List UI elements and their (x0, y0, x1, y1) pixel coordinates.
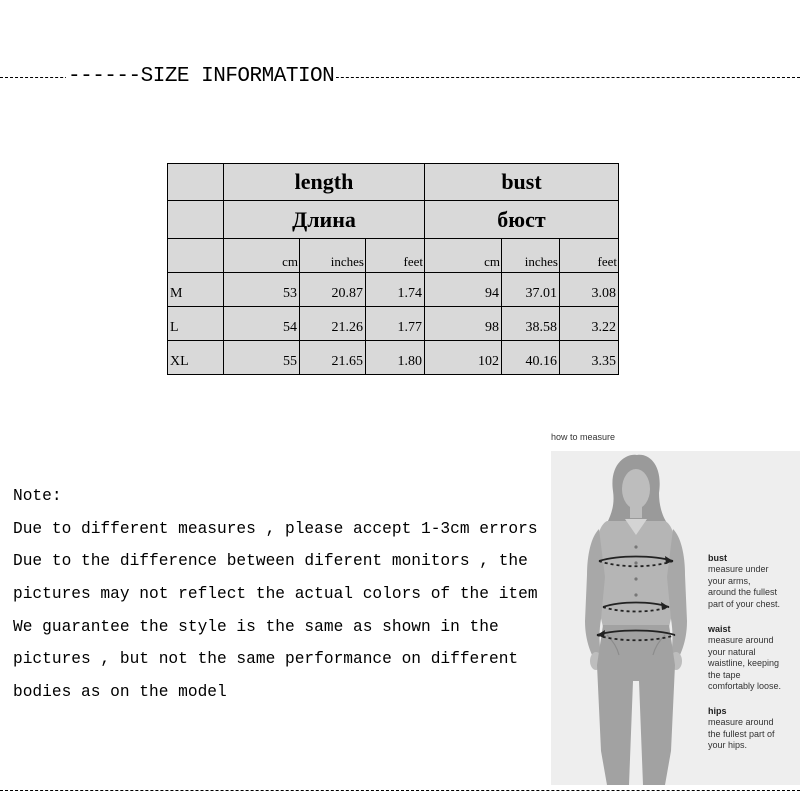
table-row (168, 273, 619, 307)
size-label: M (168, 273, 224, 307)
value-cell: 98 (425, 307, 502, 341)
value-cell: 55 (224, 341, 300, 375)
unit-cell: inches (300, 239, 366, 273)
measurement-guide (551, 451, 800, 785)
footer-dashed-rule (0, 790, 800, 791)
instruction-line: around the fullest (708, 587, 778, 598)
value-cell: 54 (224, 307, 300, 341)
size-information-header (0, 62, 800, 92)
table-row (168, 341, 619, 375)
instruction-line: waistline, keeping (708, 658, 780, 669)
instruction-line: part of your chest. (708, 598, 781, 609)
note-line: pictures , but not the same performance on different (13, 650, 519, 669)
guide-title: how to measure (551, 432, 616, 442)
length-header-ru: Длина (224, 201, 425, 239)
instruction-line: measure under (708, 564, 769, 575)
header-title: ------SIZE INFORMATION (68, 65, 335, 88)
instruction-line: your natural (708, 646, 756, 657)
waist-term: waist (708, 624, 731, 634)
note-line: bodies as on the model (13, 683, 227, 702)
value-cell: 102 (425, 341, 502, 375)
value-cell: 38.58 (502, 307, 560, 341)
instruction-line: the tape (708, 669, 741, 680)
note-line: Due to the difference between diferent monitors , the (13, 552, 528, 571)
value-cell: 94 (425, 273, 502, 307)
value-cell: 3.22 (560, 307, 619, 341)
instruction-line: measure around (708, 635, 774, 646)
value-cell: 21.65 (300, 341, 366, 375)
hips-instruction (708, 706, 775, 752)
value-cell: 40.16 (502, 341, 560, 375)
size-table (167, 163, 619, 375)
bust-instruction (708, 553, 780, 610)
unit-cell: inches (502, 239, 560, 273)
size-label: XL (168, 341, 224, 375)
note-line: pictures may not reflect the actual colors of the item (13, 585, 538, 604)
value-cell: 20.87 (300, 273, 366, 307)
instruction-line: measure around (708, 717, 774, 728)
bust-header-ru: бюст (425, 201, 619, 239)
bust-term: bust (708, 553, 727, 563)
instruction-line: your hips. (708, 740, 748, 751)
unit-cell: cm (224, 239, 300, 273)
note-line: Due to different measures , please accept 1-3cm errors (13, 519, 538, 538)
value-cell: 21.26 (300, 307, 366, 341)
hips-term: hips (708, 706, 727, 716)
value-cell: 1.80 (366, 341, 425, 375)
value-cell: 3.08 (560, 273, 619, 307)
note-line: We guarantee the style is the same as shown in the (13, 617, 499, 636)
length-header: length (224, 164, 425, 201)
waist-instruction (708, 624, 781, 692)
table-header-row-ru (168, 201, 619, 239)
table-units-row (168, 239, 619, 273)
table-corner-cell (168, 164, 224, 201)
value-cell: 53 (224, 273, 300, 307)
value-cell: 37.01 (502, 273, 560, 307)
unit-cell: cm (425, 239, 502, 273)
instruction-line: your arms, (708, 575, 751, 586)
value-cell: 1.74 (366, 273, 425, 307)
instruction-line: the fullest part of (708, 728, 775, 739)
unit-cell: feet (366, 239, 425, 273)
notes-block (13, 480, 553, 709)
table-row (168, 307, 619, 341)
table-empty-cell (168, 239, 224, 273)
value-cell: 1.77 (366, 307, 425, 341)
note-heading: Note: (13, 487, 62, 505)
bust-header: bust (425, 164, 619, 201)
table-empty-cell (168, 201, 224, 239)
table-header-row-en (168, 164, 619, 201)
value-cell: 3.35 (560, 341, 619, 375)
unit-cell: feet (560, 239, 619, 273)
size-label: L (168, 307, 224, 341)
instruction-line: comfortably loose. (708, 681, 782, 692)
